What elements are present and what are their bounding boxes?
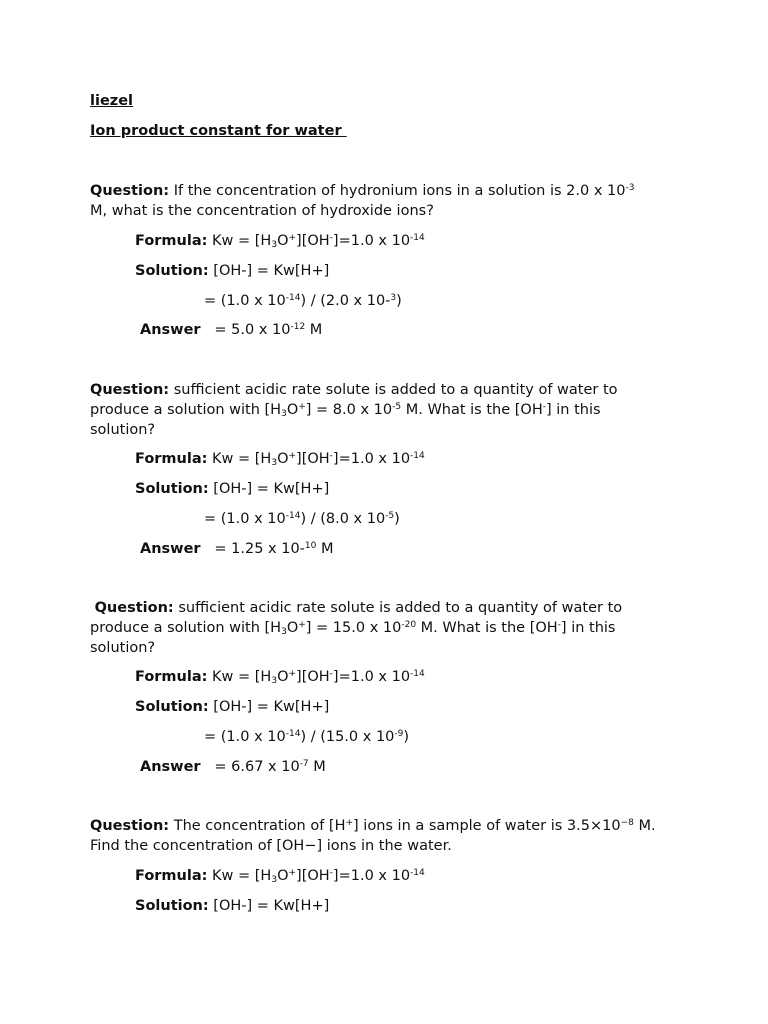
question-3-formula: Formula: $Kw = [H_3O^+][OH^-]=1.0$ x $10^{-14}$ — [135, 669, 425, 686]
question-3-line-1: Question: sufficient acidic rate solute is added to a quantity of water to — [94, 600, 623, 616]
author-name: liezel — [90, 93, 134, 109]
question-3-solution: Solution: [OH-] = Kw[H+] — [135, 699, 330, 715]
question-4-formula: Formula: $Kw = [H_3O^+][OH^-]=1.0$ x $10^{-14}$ — [135, 868, 425, 885]
question-2-step: = (1.0 x $10^{-14}) / (8.0$ x $10^{-5}$) — [204, 511, 400, 527]
question-1-solution: Solution: [OH-] = Kw[H+] — [135, 263, 330, 279]
question-4-line-1: Question: The concentration of [H+] ions in a sample of water is $3.5\times 10^{-8}$ M. — [90, 818, 656, 834]
question-1-answer: Answer = 5.0 x $10^{-12}$ M — [140, 322, 323, 338]
question-3-line-2: produce a solution with $[H_3O^+] = 15.0$ x $10^{-20}$ M. What is the [OH-] in this — [90, 620, 616, 637]
question-2-solution: Solution: [OH-] = Kw[H+] — [135, 481, 330, 497]
question-3-line-3: solution? — [90, 640, 156, 656]
question-2-line-3: solution? — [90, 422, 156, 438]
question-label: Question: — [90, 183, 170, 199]
question-2-line-1: Question: sufficient acidic rate solute is added to a quantity of water to — [90, 382, 618, 398]
question-3-answer: Answer = 6.67 x $10^{-7}$ M — [140, 759, 326, 775]
question-4-line-2: Find the concentration of [OH−] ions in the water. — [90, 838, 452, 854]
question-2-line-2: produce a solution with $[H_3O^+] = 8.0$ x $10^{-5}$ M. What is the [OH-] in this — [90, 402, 601, 419]
question-2-answer: Answer = 1.25 x 10-$^{10}$ M — [140, 541, 334, 557]
question-4-solution: Solution: [OH-] = Kw[H+] — [135, 898, 330, 914]
document-title: Ion product constant for water — [90, 123, 342, 139]
question-1-formula: Formula: $Kw = [H_3O^+][OH^-]=1.0$ x $10^{-14}$ — [135, 233, 425, 250]
question-1-line-1: Question: If the concentration of hydronium ions in a solution is 2.0 x $10^{-3}$ — [90, 183, 635, 199]
question-2-formula: Formula: $Kw = [H_3O^+][OH^-]=1.0$ x $10^{-14}$ — [135, 451, 425, 468]
question-3-step: = (1.0 x $10^{-14}) / (15.0$ x $10^{-9}$) — [204, 729, 410, 745]
question-1-line-2: M, what is the concentration of hydroxide ions? — [90, 203, 434, 219]
question-1-step: = (1.0 x $10^{-14}) / (2.0$ x 10-$^3$) — [204, 293, 402, 309]
